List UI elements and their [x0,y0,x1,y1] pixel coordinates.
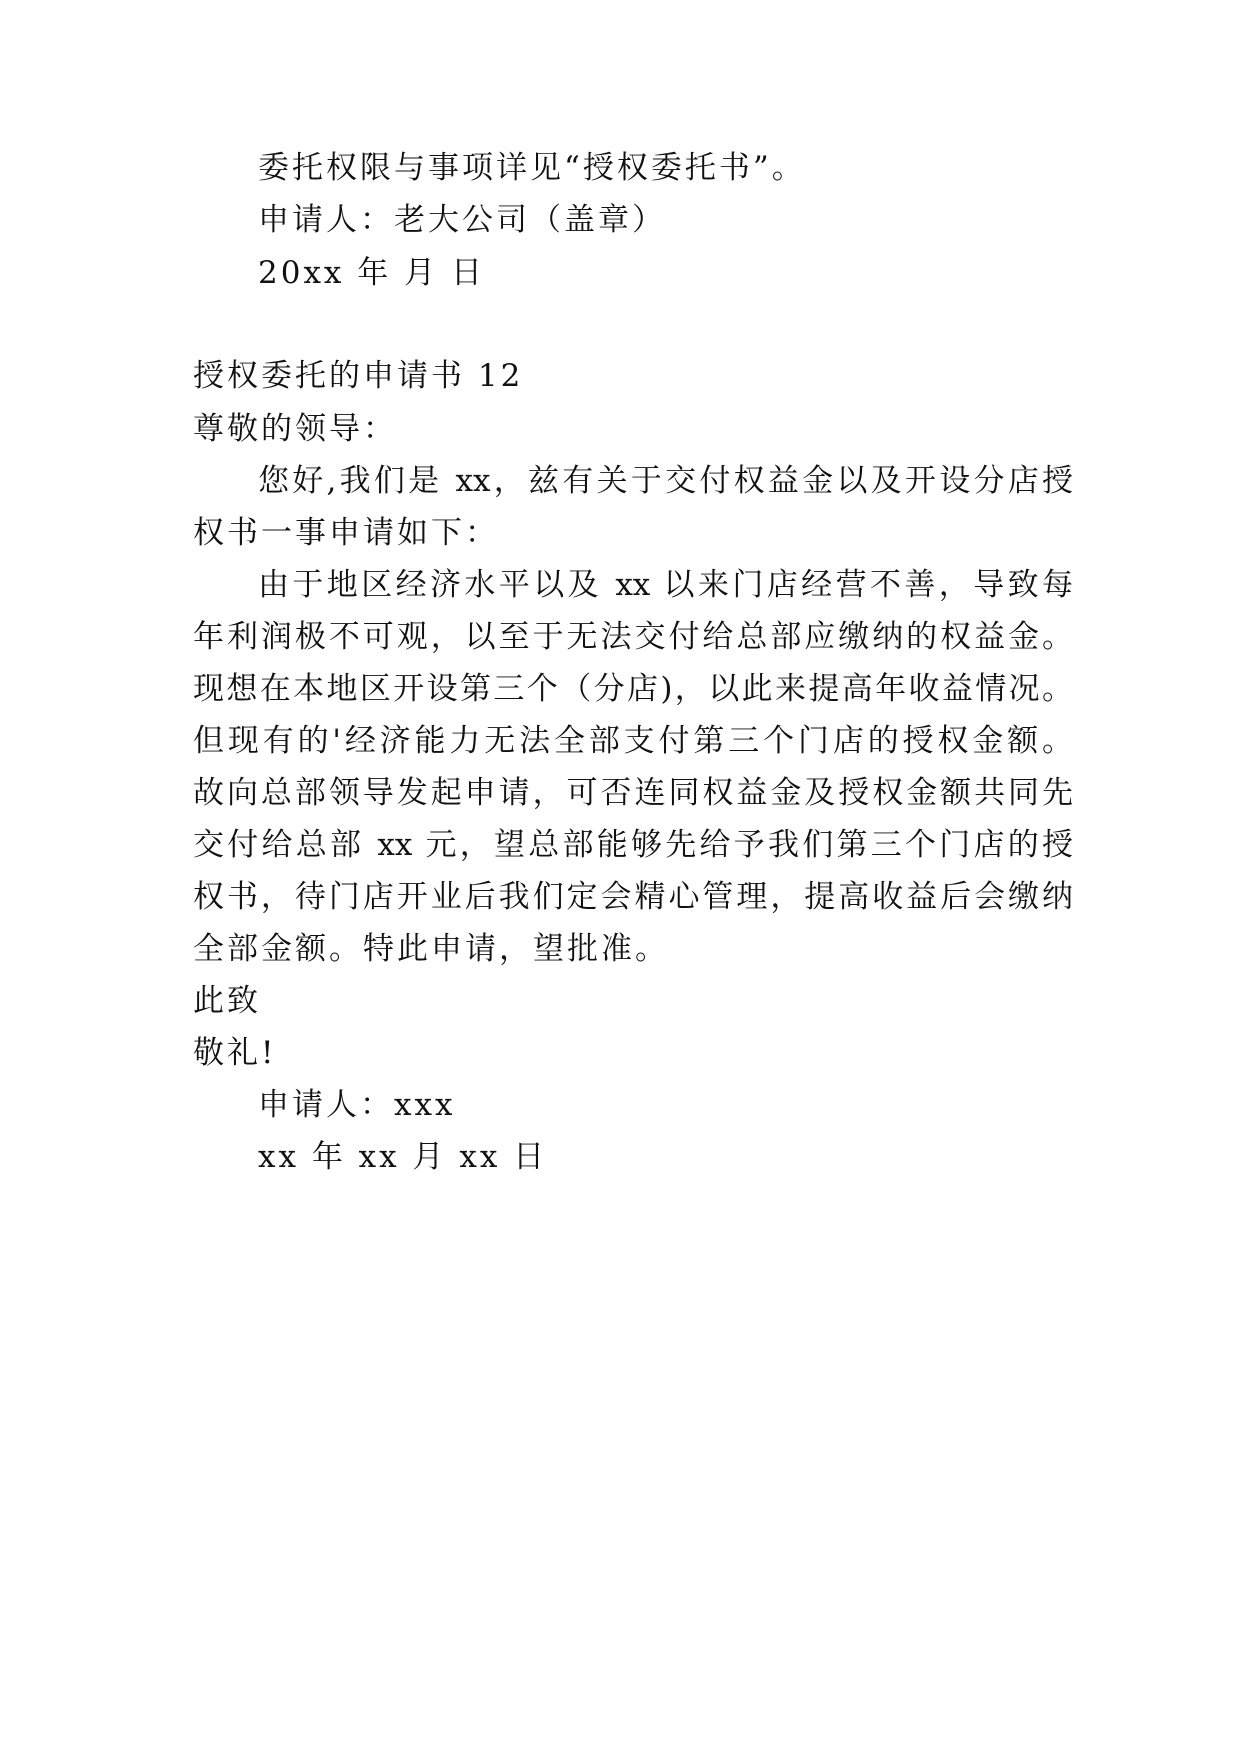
signer-line: 申请人：xxx [258,1087,456,1123]
date-line-top: 20xx 年 月 日 [258,255,485,291]
paragraph-2-line-4: 但现有的'经济能力无法全部支付第三个门店的授权金额。 [193,723,1073,759]
paragraph-2-line-2: 年利润极不可观，以至于无法交付给总部应缴纳的权益金。 [193,619,1073,655]
authorization-scope-line: 委托权限与事项详见“授权委托书”。 [258,150,806,186]
paragraph-2-line-8: 全部金额。特此申请，望批准。 [193,931,669,967]
paragraph-1-line-1: 您好,我们是 xx，兹有关于交付权益金以及开设分店授 [258,463,1073,499]
paragraph-2-line-5: 故向总部领导发起申请，可否连同权益金及授权金额共同先 [193,775,1073,811]
closing-ci-zhi: 此致 [193,983,261,1019]
paragraph-2-line-6: 交付给总部 xx 元，望总部能够先给予我们第三个门店的授 [193,827,1073,863]
closing-jing-li: 敬礼! [193,1035,277,1071]
date-line-bottom: xx 年 xx 月 xx 日 [258,1139,548,1175]
paragraph-2-line-7: 权书，待门店开业后我们定会精心管理，提高收益后会缴纳 [193,879,1073,915]
letter-title: 授权委托的申请书 12 [193,358,524,394]
applicant-company-line: 申请人：老大公司（盖章） [258,202,666,238]
salutation: 尊敬的领导： [193,411,397,447]
paragraph-2-line-3: 现想在本地区开设第三个（分店)，以此来提高年收益情况。 [193,671,1073,707]
paragraph-2-line-1: 由于地区经济水平以及 xx 以来门店经营不善，导致每 [258,567,1073,603]
paragraph-1-line-2: 权书一事申请如下： [193,515,499,551]
